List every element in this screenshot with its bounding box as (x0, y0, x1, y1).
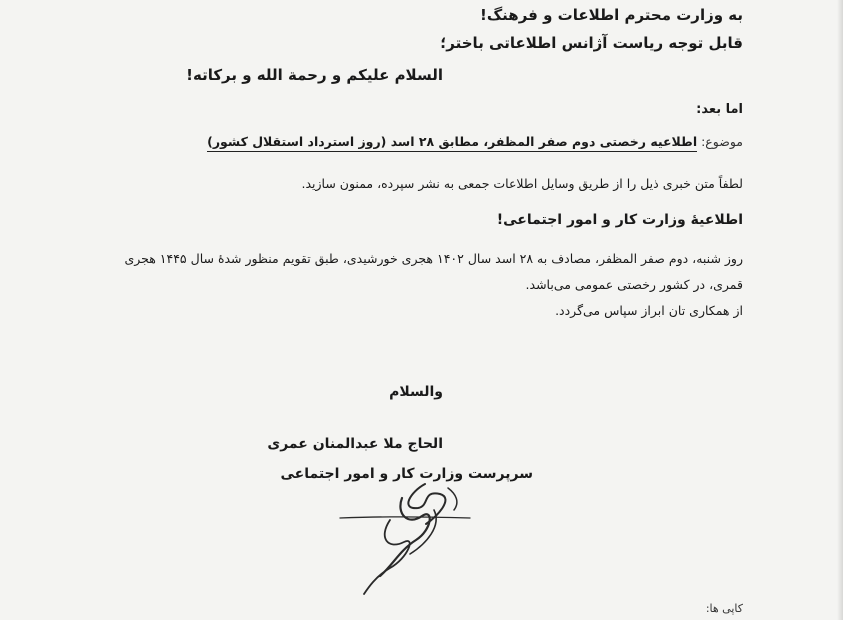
notice-body-line-2: قمری، در کشور رخصتی عمومی می‌باشد. (525, 277, 743, 292)
amma-bad: اما بعد: (696, 102, 743, 117)
copies-label: کاپی ها: (705, 602, 743, 615)
recipient-line-1: به وزارت محترم اطلاعات و فرهنگ! (479, 6, 743, 24)
publication-request: لطفاً متن خبری ذیل را از طریق وسایل اطلاعات جمعی به نشر سپرده، ممنون سازید. (301, 176, 743, 191)
subject-text: اطلاعیه رخصتی دوم صفر المظفر، مطابق ۲۸ اسد (روز استرداد استقلال کشور) (207, 134, 697, 152)
subject-line (207, 134, 743, 149)
notice-body-line-3: از همکاری تان ابراز سپاس می‌گردد. (555, 303, 743, 318)
notice-body (73, 246, 743, 324)
handwritten-signature (330, 480, 480, 598)
recipient-line-2: قابل توجه ریاست آژانس اطلاعاتی باختر؛ (440, 34, 743, 52)
notice-title: اطلاعیهٔ وزارت کار و امور اجتماعی! (496, 212, 743, 228)
page-edge-shadow (837, 0, 843, 620)
notice-body-line-1: روز شنبه، دوم صفر المظفر، مصادف به ۲۸ اسد سال ۱۴۰۲ هجری خورشیدی، طبق تقویم منظور شدهٔ سال ۱۴۴۵ هجری (124, 251, 743, 266)
closing: والسلام (389, 384, 443, 400)
signer-name: الحاج ملا عبدالمنان عمری (267, 436, 443, 452)
subject-label: موضوع: (701, 134, 743, 149)
signer-title: سرپرست وزارت کار و امور اجتماعی (280, 466, 533, 482)
salutation: السلام علیکم و رحمة الله و برکاته! (186, 66, 443, 84)
